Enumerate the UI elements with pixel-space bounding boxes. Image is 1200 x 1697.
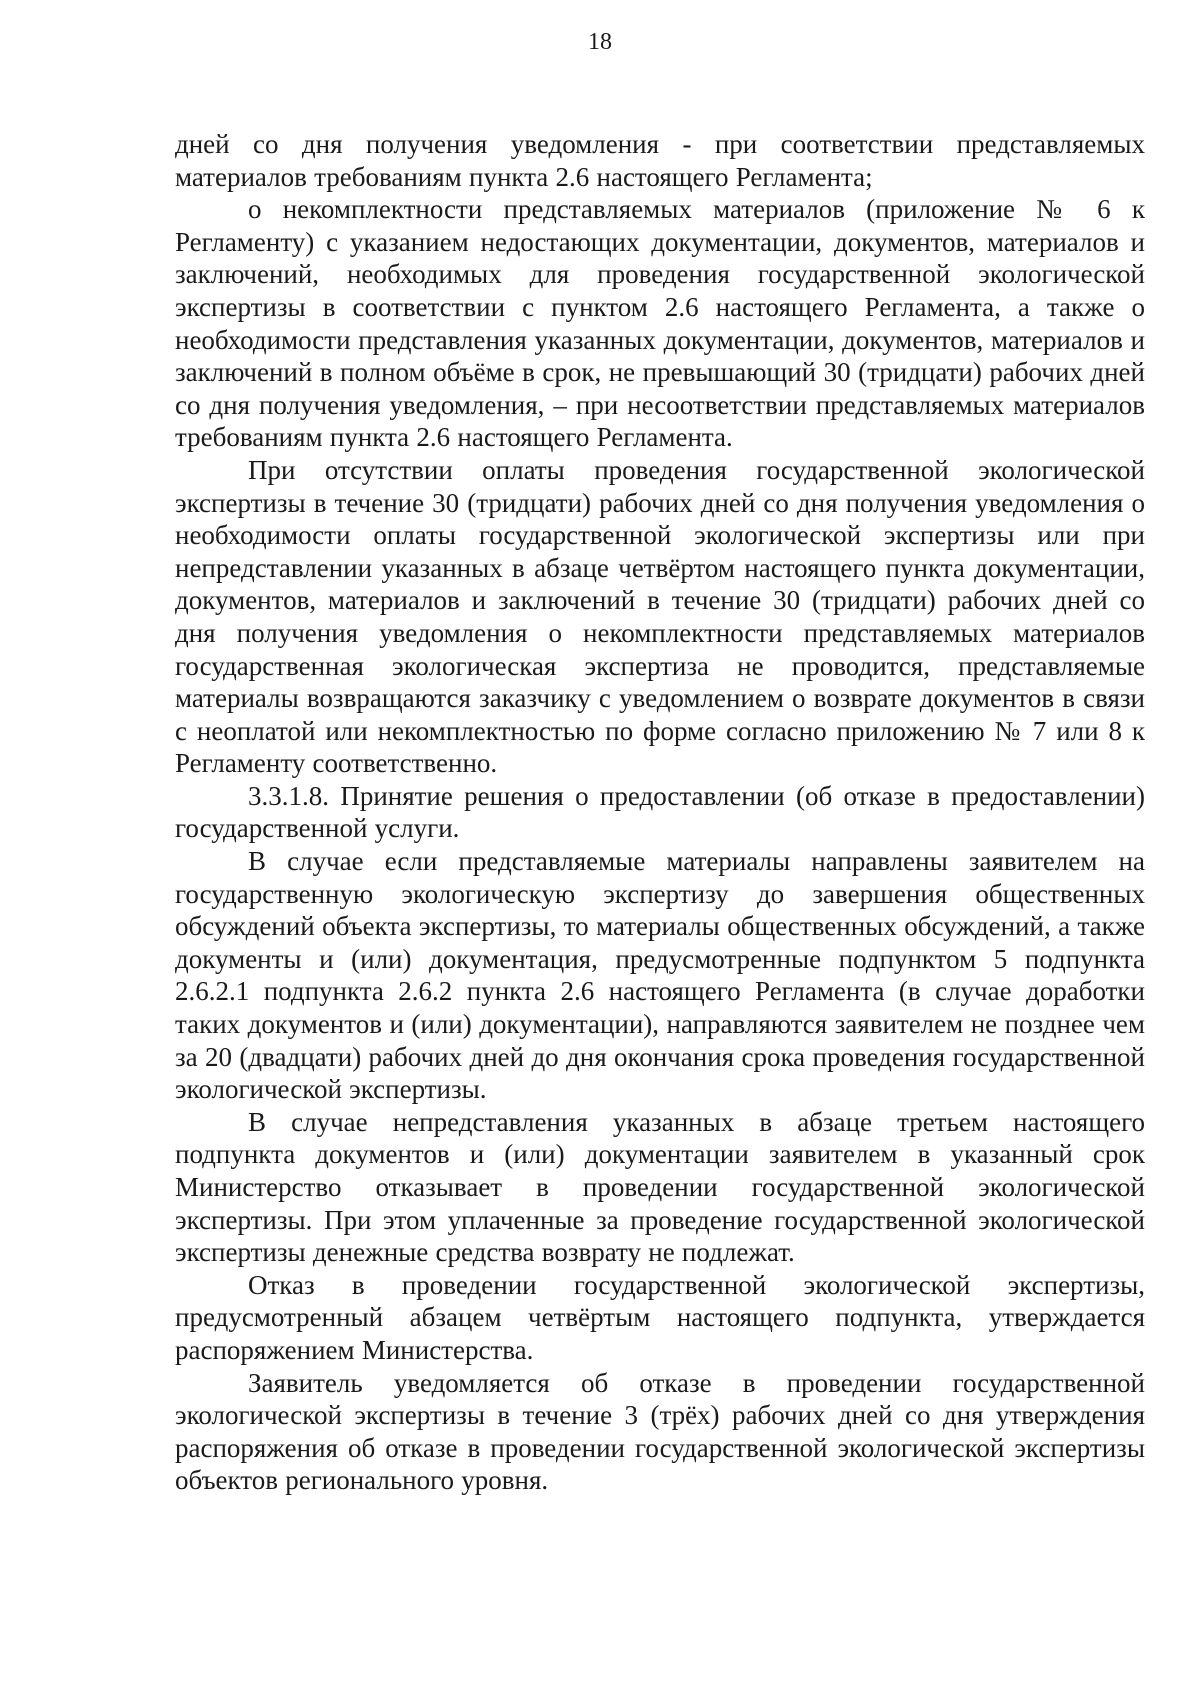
paragraph-incompleteness-notice: о некомплектности представляемых материалов (приложение № 6 к Регламенту) с указанием недостающих документации, документов, материалов и заключений, необходимых для проведения государственной экологической экспертизы в соответствии с пунктом 2.6 настоящего Регламента, а также о необходимости представления указанных документации, документов, материалов и заключений в полном объёме в срок, не превышающий 30 (тридцати) рабочих дней со дня получения уведомления, – при несоответствии представляемых материалов требованиям пункта 2.6 настоящего Регламента. bbox=[175, 194, 1145, 453]
paragraph-applicant-notification: Заявитель уведомляется об отказе в проведении государственной экологической экспертизы в течение 3 (трёх) рабочих дней со дня утверждения распоряжения об отказе в проведении государственной экологической экспертизы объектов регионального уровня. bbox=[175, 1367, 1145, 1496]
paragraph-non-submission: В случае непредставления указанных в абзаце третьем настоящего подпункта документов и (или) документации заявителем в указанный срок Министерство отказывает в проведении государственной экологической экспертизы. При этом уплаченные за проведение государственной экологической экспертизы денежные средства возврату не подлежат. bbox=[175, 1106, 1145, 1268]
paragraph-section-3-3-1-8: 3.3.1.8. Принятие решения о предоставлении (об отказе в предоставлении) государственной услуги. bbox=[175, 780, 1145, 844]
document-body bbox=[175, 128, 1145, 1497]
paragraph-public-discussions: В случае если представляемые материалы направлены заявителем на государственную экологическую экспертизу до завершения общественных обсуждений объекта экспертизы, то материалы общественных обсуждений, а также документы и (или) документация, предусмотренные подпунктом 5 подпункта 2.6.2.1 подпункта 2.6.2 пункта 2.6 настоящего Регламента (в случае доработки таких документов и (или) документации), направляются заявителем не позднее чем за 20 (двадцати) рабочих дней до дня окончания срока проведения государственной экологической экспертизы. bbox=[175, 846, 1145, 1105]
paragraph-continuation: дней со дня получения уведомления - при соответствии представляемых материалов требованиям пункта 2.6 настоящего Регламента; bbox=[175, 129, 1145, 192]
paragraph-non-payment: При отсутствии оплаты проведения государственной экологической экспертизы в течение 30 (тридцати) рабочих дней со дня получения уведомления о необходимости оплаты государственной экологической экспертизы или при непредставлении указанных в абзаце четвёртом настоящего пункта документации, документов, материалов и заключений в течение 30 (тридцати) рабочих дней со дня получения уведомления о некомплектности представляемых материалов государственная экологическая экспертиза не проводится, представляемые материалы возвращаются заказчику с уведомлением о возврате документов в связи с неоплатой или некомплектностью по форме согласно приложению № 7 или 8 к Регламенту соответственно. bbox=[175, 454, 1145, 779]
page-number: 18 bbox=[588, 29, 612, 55]
paragraph-refusal-approval: Отказ в проведении государственной экологической экспертизы, предусмотренный абзацем четвёртым настоящего подпункта, утверждается распоряжением Министерства. bbox=[175, 1269, 1145, 1365]
